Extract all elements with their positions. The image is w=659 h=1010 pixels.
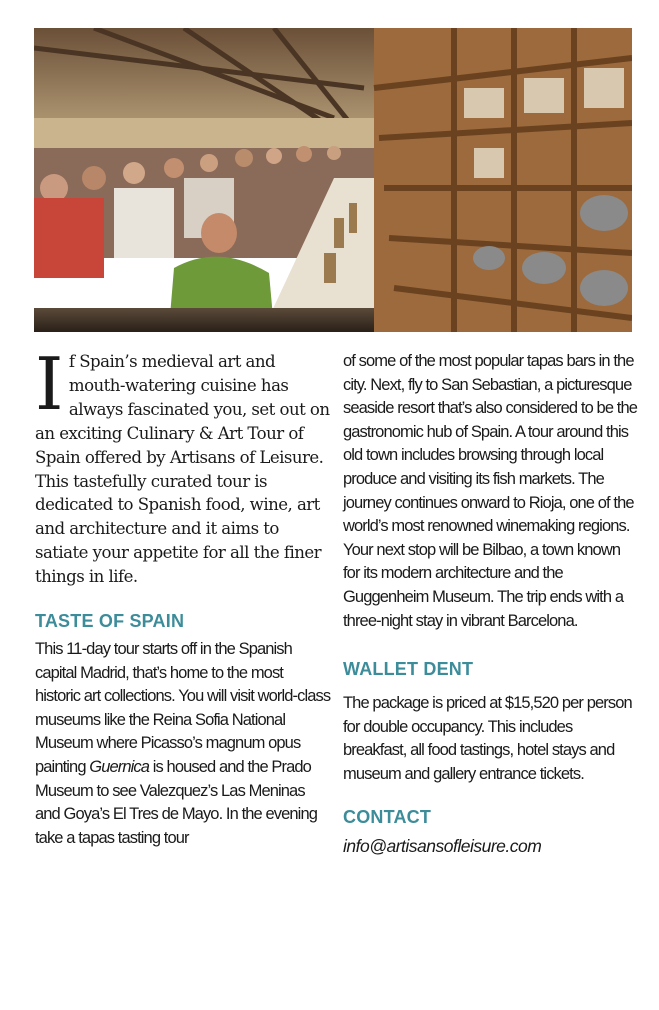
intro-text: f Spain’s medieval art and mouth-watering cuisine has always fascinated you, set out on an exciting Culinary & Art Tour of Spain offered by Artisans of Leisure. This tastefully curated tour is dedicated to Spanish food, wine, art and architecture and it aims to satiate your appetite for all the finer things in life. <box>35 352 330 587</box>
contact-email[interactable]: info@artisansofleisure.com <box>343 835 542 856</box>
right-column <box>343 350 639 857</box>
drop-cap: I <box>35 342 63 426</box>
intro-paragraph <box>35 342 331 589</box>
taste-of-spain-continued: of some of the most popular tapas bars in the city. Next, fly to San Sebastian, a picturesque seaside resort that’s also considered to be the gastronomic hub of Spain. A tour around this old town includes browsing through local produce and visiting its fish markets. The journey continues onward to Rioja, one of the world’s most renowned winemaking regions. Your next stop will be Bilbao, a town known for its modern architecture and the Guggenheim Museum. The trip ends with a three-night stay in vibrant Barcelona. <box>343 352 638 630</box>
wallet-dent-body: The package is priced at $15,520 per person for double occupancy. This includes breakfast, all food tastings, hotel stays and museum and gallery entrance tickets. <box>343 694 632 783</box>
taste-of-spain-body <box>35 638 331 850</box>
taste-of-spain-heading: TASTE OF SPAIN <box>35 611 185 632</box>
contact-heading: CONTACT <box>343 806 432 827</box>
guernica-title: Guernica <box>89 758 150 777</box>
restaurant-photo <box>34 28 632 332</box>
taste-text-1: This 11-day tour starts off in the Spanish capital Madrid, that’s home to the most historic art collections. You will visit world-class museums like the Reina Sofia National Museum where Picasso’s magnum opus painting <box>35 640 331 777</box>
taste-text-2: is housed and the Prado Museum to see Valezquez’s Las Meninas and Goya’s El Tres de Mayo. In the evening take a tapas tasting tour <box>35 758 318 847</box>
left-column <box>35 342 331 850</box>
wallet-dent-heading: WALLET DENT <box>343 659 474 680</box>
